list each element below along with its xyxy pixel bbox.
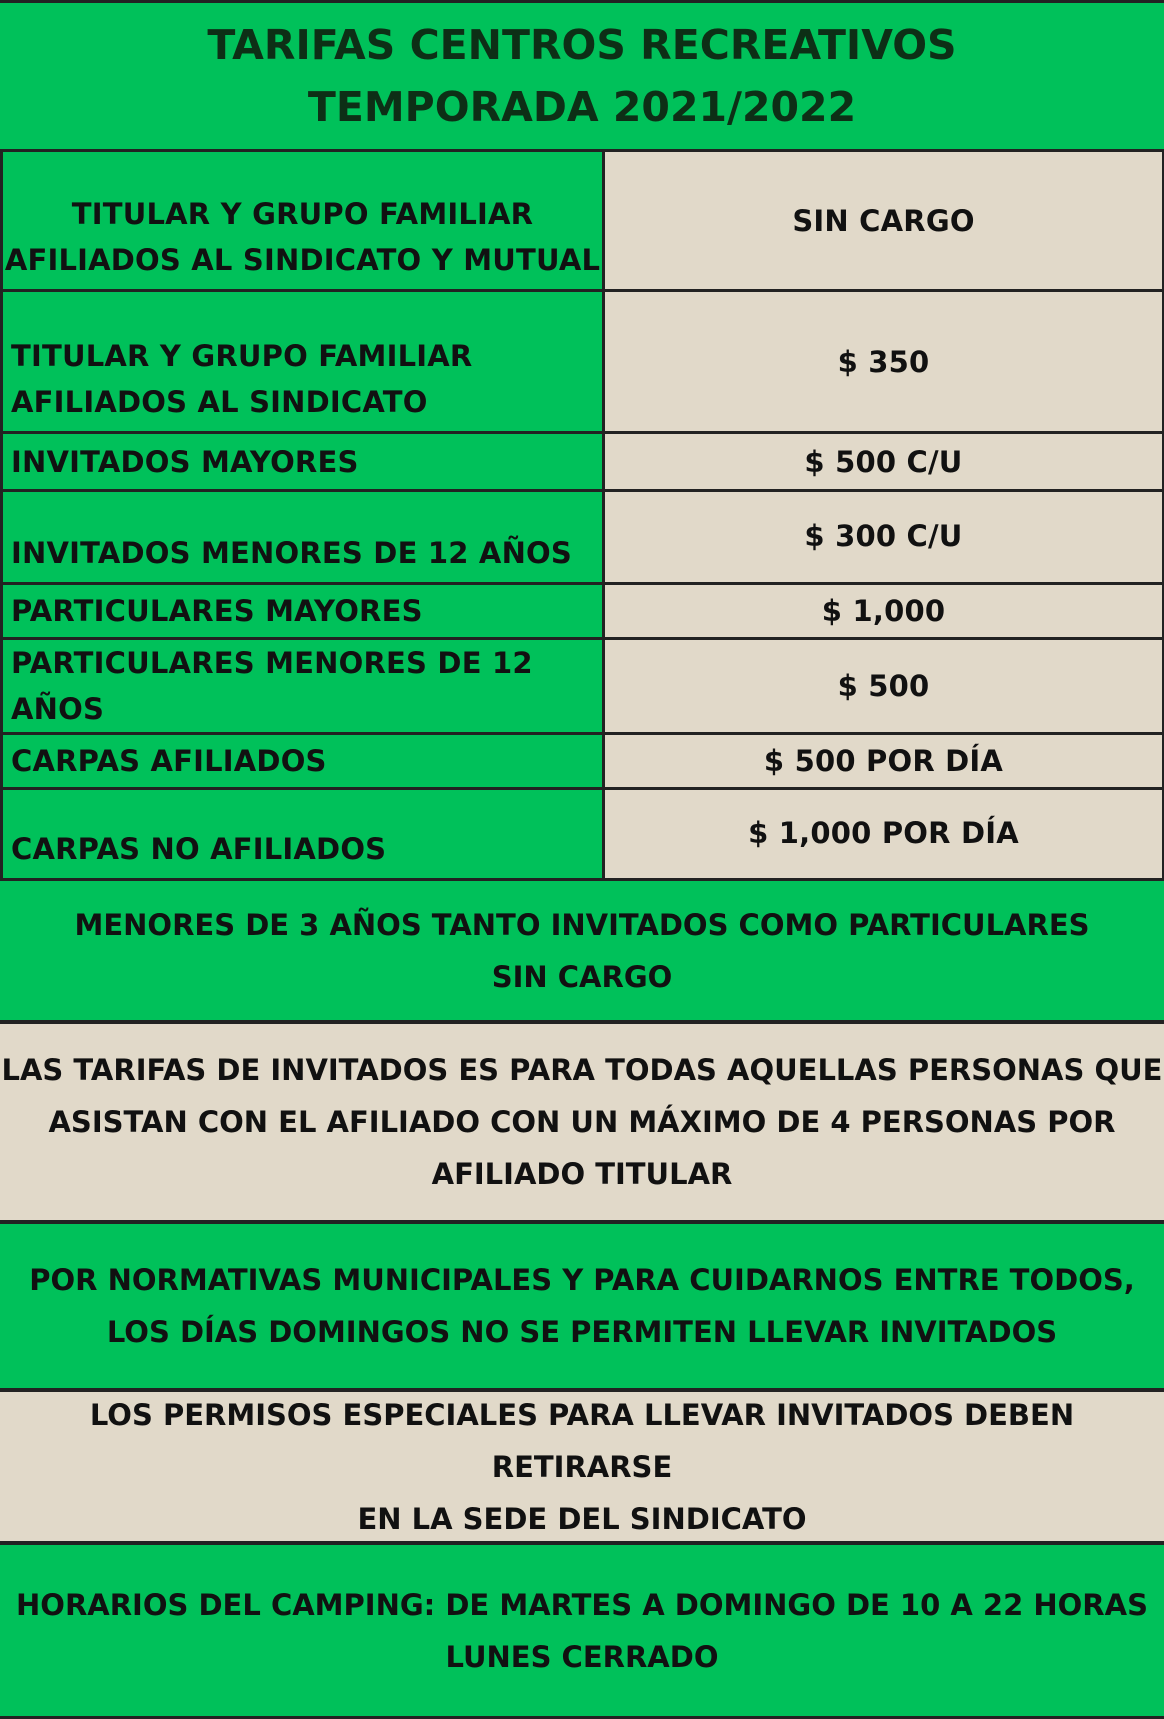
note-line: HORARIOS DEL CAMPING: DE MARTES A DOMINGO DE 10 A 22 HORAS (16, 1587, 1148, 1622)
note-line: LOS PERMISOS ESPECIALES PARA LLEVAR INVITADOS DEBEN RETIRARSE (89, 1397, 1075, 1484)
rate-price-text: $ 500 C/U (804, 444, 963, 479)
rate-label (3, 292, 602, 431)
rate-price-text: $ 350 (837, 344, 930, 379)
note-line: EN LA SEDE DEL SINDICATO (357, 1501, 807, 1536)
note-under-3 (0, 881, 1164, 1020)
note-guest-rates (0, 1024, 1164, 1220)
rate-label (3, 640, 602, 732)
title-line-2: TEMPORADA 2021/2022 (307, 83, 857, 131)
rate-label-line: PARTICULARES MENORES DE 12 (11, 646, 533, 680)
rate-row (0, 152, 1164, 289)
rate-price-text: $ 1,000 POR DÍA (748, 816, 1019, 850)
note-line: LAS TARIFAS DE INVITADOS ES PARA TODAS AQUELLAS PERSONAS QUE (1, 1053, 1163, 1087)
rate-label-line: INVITADOS MAYORES (11, 444, 359, 479)
rate-row (0, 640, 1164, 732)
rate-label (3, 585, 602, 637)
note-line: ASISTAN CON EL AFILIADO CON UN MÁXIMO DE 4 PERSONAS POR (48, 1105, 1116, 1139)
rate-label (3, 790, 602, 878)
rate-row (0, 790, 1164, 878)
rate-label-line: TITULAR Y GRUPO FAMILIAR (11, 339, 473, 373)
title-line-1: TARIFAS CENTROS RECREATIVOS (207, 21, 957, 69)
rate-price-text: $ 500 POR DÍA (763, 744, 1004, 778)
note-line: LOS DÍAS DOMINGOS NO SE PERMITEN LLEVAR INVITADOS (106, 1315, 1058, 1349)
note-line: AFILIADO TITULAR (431, 1157, 733, 1191)
note-special-permits (0, 1392, 1164, 1541)
rate-row (0, 585, 1164, 637)
rate-label-line: CARPAS NO AFILIADOS (11, 832, 387, 866)
rate-price-text: $ 300 C/U (804, 519, 963, 553)
note-line: MENORES DE 3 AÑOS TANTO INVITADOS COMO PARTICULARES (74, 907, 1090, 942)
rate-row (0, 492, 1164, 582)
rate-row (0, 434, 1164, 489)
rate-price-text: $ 500 (837, 669, 930, 703)
rate-label-line: AÑOS (11, 692, 105, 726)
rate-label-line: INVITADOS MENORES DE 12 AÑOS (11, 536, 572, 570)
rate-label-line: AFILIADOS AL SINDICATO (11, 385, 428, 419)
rate-price (605, 434, 1162, 489)
note-line: SIN CARGO (491, 959, 673, 994)
title-block (0, 3, 1164, 149)
note-camping-hours (0, 1545, 1164, 1716)
rate-price (605, 735, 1162, 787)
note-line: POR NORMATIVAS MUNICIPALES Y PARA CUIDARNOS ENTRE TODOS, (29, 1263, 1135, 1297)
note-sunday-rule (0, 1224, 1164, 1388)
rate-price (605, 585, 1162, 637)
note-line: LUNES CERRADO (445, 1639, 719, 1674)
rate-price (605, 292, 1162, 431)
rate-label-line: TITULAR Y GRUPO FAMILIAR (71, 197, 534, 231)
rate-label-line: AFILIADOS AL SINDICATO Y MUTUAL (4, 243, 601, 277)
rate-label (3, 152, 602, 289)
rate-price (605, 640, 1162, 732)
rate-price-text: SIN CARGO (792, 204, 975, 238)
rate-row (0, 735, 1164, 787)
rate-price (605, 152, 1162, 289)
rate-row (0, 292, 1164, 431)
rate-label (3, 735, 602, 787)
rate-price (605, 790, 1162, 878)
rate-label (3, 492, 602, 582)
rate-label-line: PARTICULARES MAYORES (11, 594, 423, 628)
rate-label (3, 434, 602, 489)
rate-price (605, 492, 1162, 582)
rate-label-line: CARPAS AFILIADOS (11, 744, 327, 778)
rate-price-text: $ 1,000 (821, 594, 946, 628)
